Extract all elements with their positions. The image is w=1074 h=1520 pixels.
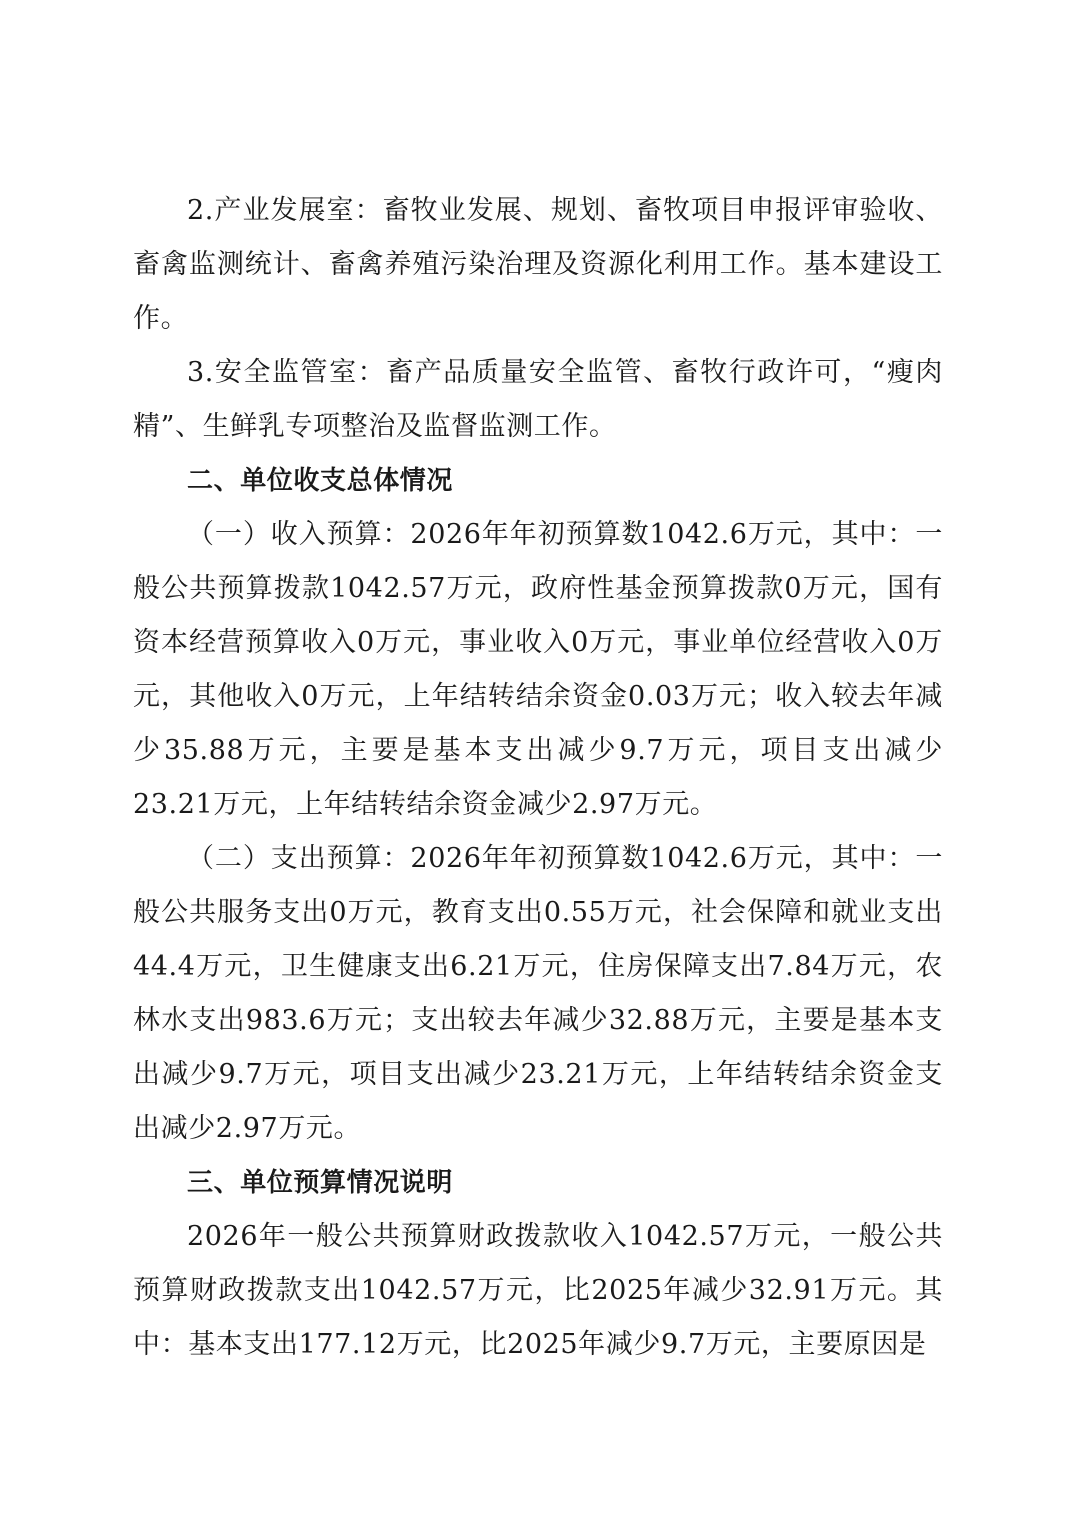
paragraph-budget-explanation: 2026年一般公共预算财政拨款收入1042.57万元，一般公共预算财政拨款支出1042.57万元，比2025年减少32.91万元。其中：基本支出177.12万元，比2025年减少9.7万元，主要原因是 [133, 1221, 943, 1360]
section-heading-income-expense: 二、单位收支总体情况 [187, 466, 454, 496]
section-heading-budget-explanation: 三、单位预算情况说明 [187, 1168, 454, 1198]
paragraph-expense-budget: （二）支出预算：2026年年初预算数1042.6万元，其中：一般公共服务支出0万元，教育支出0.55万元，社会保障和就业支出44.4万元，卫生健康支出6.21万元，住房保障支出7.84万元，农林水支出983.6万元；支出较去年减少32.88万元，主要是基本支出减少9.7万元，项目支出减少23.21万元，上年结转结余资金支出减少2.97万元。 [133, 843, 943, 1144]
paragraph-industry-office: 2.产业发展室：畜牧业发展、规划、畜牧项目申报评审验收、畜禽监测统计、畜禽养殖污染治理及资源化利用工作。基本建设工作。 [133, 195, 943, 334]
paragraph-income-budget: （一）收入预算：2026年年初预算数1042.6万元，其中：一般公共预算拨款1042.57万元，政府性基金预算拨款0万元，国有资本经营预算收入0万元，事业收入0万元，事业单位经营收入0万元，其他收入0万元，上年结转结余资金0.03万元；收入较去年减少35.88万元，主要是基本支出减少9.7万元，项目支出减少23.21万元，上年结转结余资金减少2.97万元。 [133, 519, 943, 820]
paragraph-safety-office: 3.安全监管室：畜产品质量安全监管、畜牧行政许可，“瘦肉精”、生鲜乳专项整治及监督监测工作。 [133, 357, 943, 442]
document-page [133, 184, 943, 1372]
